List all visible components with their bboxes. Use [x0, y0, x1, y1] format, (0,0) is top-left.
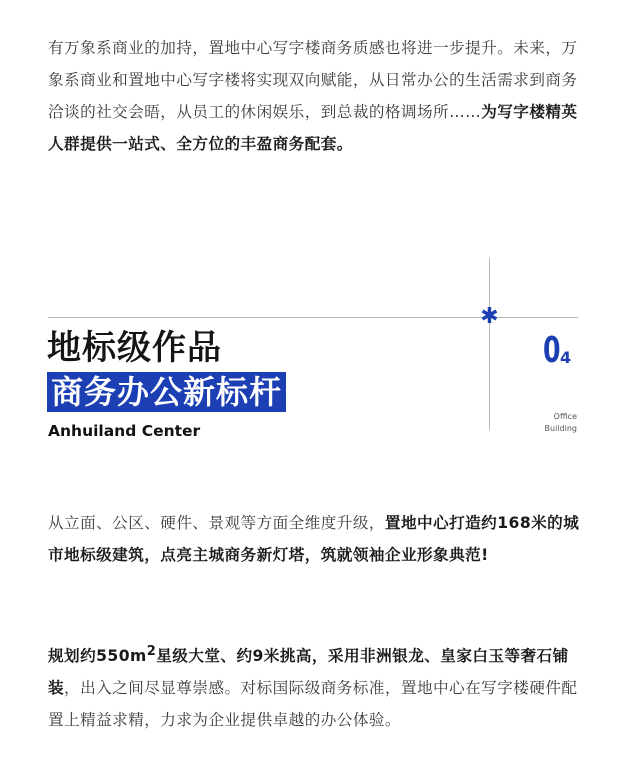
lobby-bold-a: 规划约550m	[48, 647, 147, 666]
landmark-text: 从立面、公区、硬件、景观等方面全维度升级，	[48, 514, 385, 532]
section-number-sub: 4	[560, 348, 572, 367]
asterisk-star-icon: ✱	[480, 304, 499, 329]
vertical-divider	[489, 258, 490, 430]
section-number	[543, 330, 572, 371]
lobby-bold-b: 星级大堂、约9米挑高，采用非洲银龙、皇家白玉等奢石铺装	[48, 647, 569, 698]
lobby-text: ，出入之间尽显尊崇感。对标国际级商务标准，置地中心在写字楼硬件配置上精益求精，力求为企业提供卓越的办公体验。	[48, 679, 578, 730]
lobby-paragraph	[48, 636, 588, 736]
building-tag: Building	[544, 424, 577, 433]
project-english-name: Anhuiland Center	[48, 422, 201, 440]
intro-text: 有万象系商业的加持，置地中心写字楼商务质感也将进一步提升。未来，万象系商业和置地中心写字楼将实现双向赋能，从日常办公的生活需求到商务洽谈的社交会晤，从员工的休闲娱乐，到总裁的格调场所……	[48, 39, 578, 121]
landmark-bold-text: 置地中心打造约168米的城市地标级建筑，点亮主城商务新灯塔，筑就领袖企业形象典范!	[48, 514, 580, 564]
section-number-main: 0	[543, 330, 561, 371]
section-subtitle-highlight: 商务办公新标杆	[47, 372, 286, 412]
office-tag: Office	[553, 412, 577, 421]
landmark-paragraph	[48, 507, 588, 571]
intro-bold-text: 为写字楼精英人群提供一站式、全方位的丰盈商务配套。	[48, 103, 578, 153]
section-title: 地标级作品	[47, 328, 222, 368]
lobby-bold-sup: 2	[146, 644, 157, 659]
intro-paragraph	[48, 32, 588, 160]
